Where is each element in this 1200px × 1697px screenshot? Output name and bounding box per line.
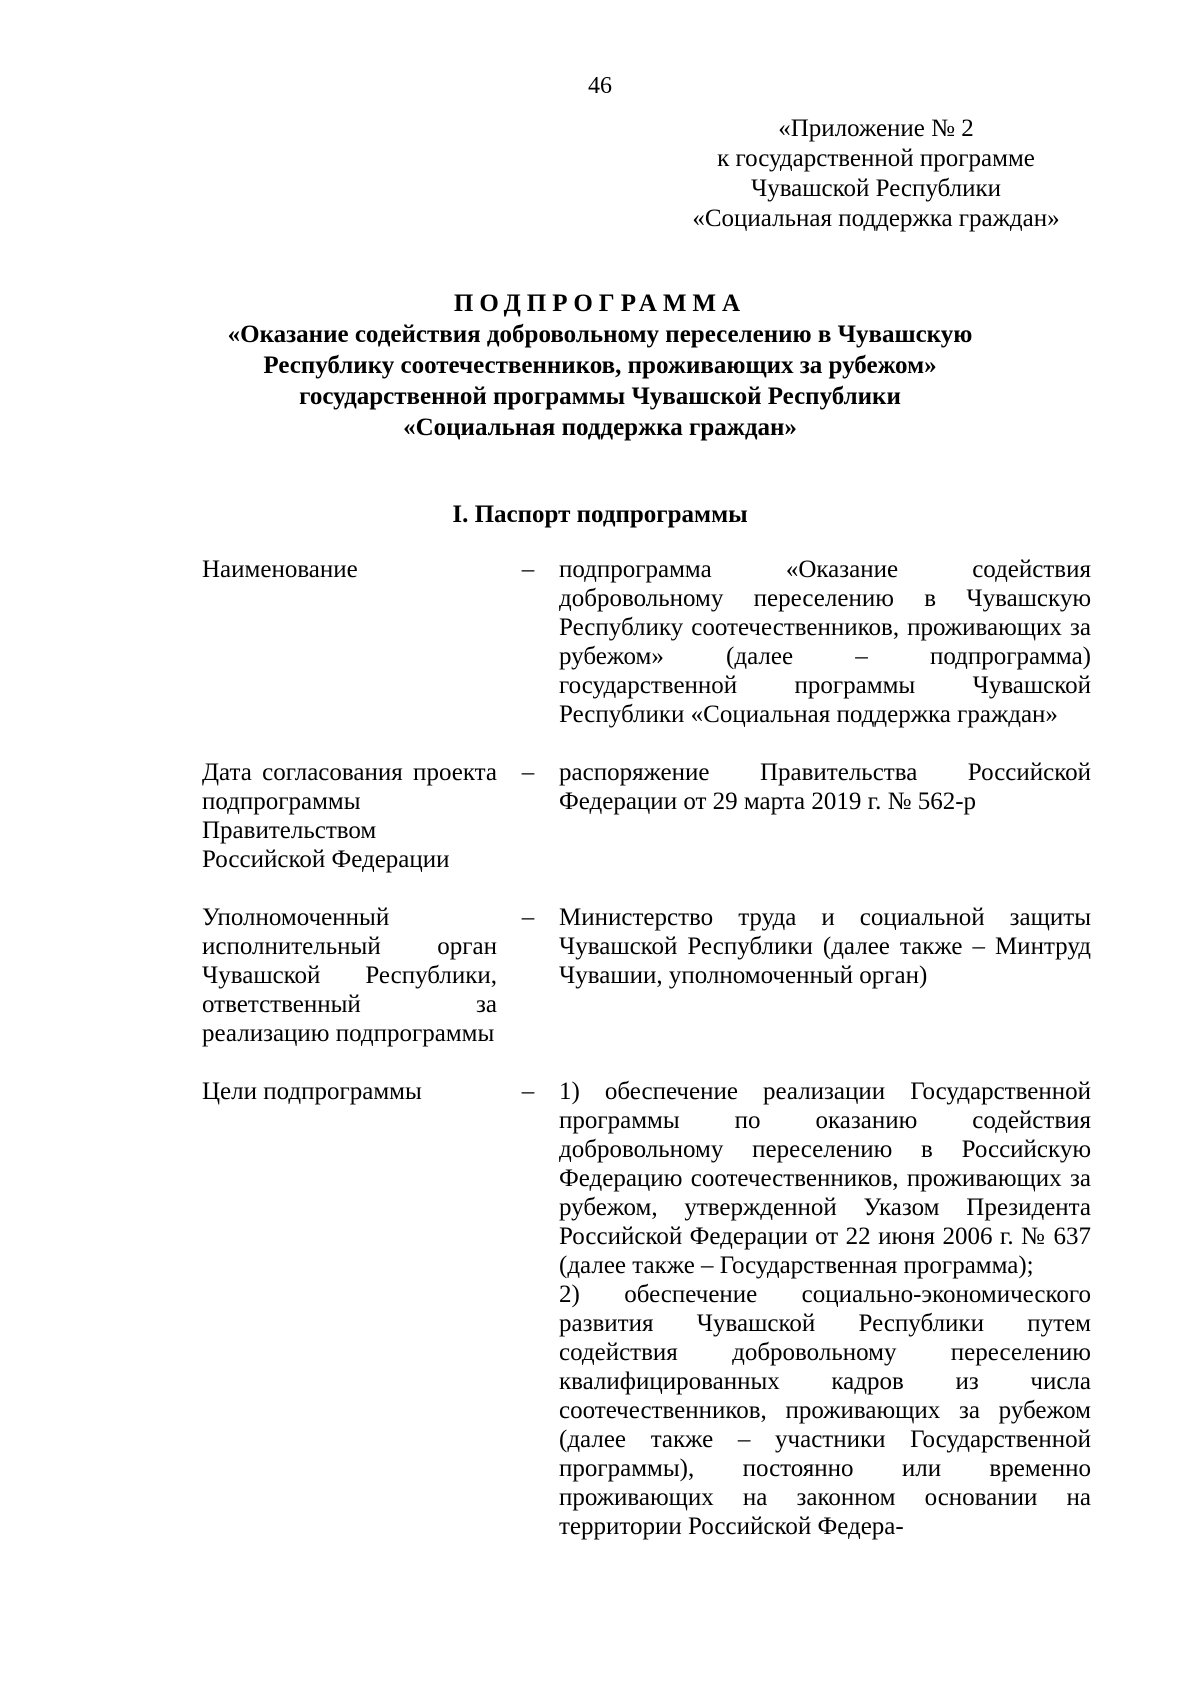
- row-value: Министерство труда и социальной защиты Чувашской Республики (далее также – Минтруд Чувашии, уполномоченный орган): [559, 904, 1091, 989]
- row-label: Цели подпрограммы: [202, 1078, 422, 1105]
- title-line-2: Республику соотечественников, проживающих за рубежом»: [263, 352, 937, 379]
- row-label: Дата согласования проекта подпрограммы Правительством Российской Федерации: [202, 759, 497, 873]
- document-title: [150, 288, 1050, 443]
- passport-row-approval-date: [202, 758, 1091, 874]
- row-value: распоряжение Правительства Российской Федерации от 29 марта 2019 г. № 562-р: [559, 759, 1091, 815]
- title-line-1: «Оказание содействия добровольному переселению в Чувашскую: [227, 321, 973, 348]
- appendix-line-3: Чувашской Республики: [750, 175, 1002, 202]
- row-dash: –: [521, 904, 535, 931]
- goal-item-2: 2) обеспечение социально-экономического развития Чувашской Республики путем содействия добровольному переселению квалифицированных кадров из числа соотечественников, проживающих за рубежом (далее также – участники Государственной программы), постоянно или временно проживающих на законном основании на территории Российской Федера-: [559, 1281, 1091, 1540]
- page-number: 46: [588, 73, 612, 99]
- row-dash: –: [521, 1078, 535, 1105]
- row-value: [559, 1077, 1091, 1541]
- passport-row-name: [202, 555, 1091, 729]
- appendix-line-2: к государственной программе: [717, 145, 1035, 172]
- row-label: Уполномоченный исполнительный орган Чувашской Республики, ответственный за реализацию подпрограммы: [202, 904, 497, 1047]
- passport-table: [202, 555, 1091, 1570]
- section-heading: I. Паспорт подпрограммы: [452, 501, 748, 528]
- appendix-reference: [666, 114, 1086, 234]
- row-value: подпрограмма «Оказание содействия добровольному переселению в Чувашскую Республику соотечественников, проживающих за рубежом» (далее – подпрограмма) государственной программы Чувашской Республики «Социальная поддержка граждан»: [559, 556, 1091, 728]
- passport-row-authority: [202, 903, 1091, 1048]
- title-line-3: государственной программы Чувашской Республики: [299, 383, 901, 410]
- row-label: Наименование: [202, 556, 358, 583]
- appendix-line-1: «Приложение № 2: [778, 115, 974, 142]
- title-heading: ПОДПРОГРАММА: [453, 290, 747, 317]
- row-dash: –: [521, 759, 535, 786]
- goal-item-1: 1) обеспечение реализации Государственной программы по оказанию содействия добровольному переселению в Российскую Федерацию соотечественников, проживающих за рубежом, утвержденной Указом Президента Российской Федерации от 22 июня 2006 г. № 637 (далее также – Государственная программа);: [559, 1078, 1091, 1279]
- passport-row-goals: [202, 1077, 1091, 1541]
- row-dash: –: [521, 556, 535, 583]
- title-line-4: «Социальная поддержка граждан»: [403, 414, 797, 441]
- appendix-line-4: «Социальная поддержка граждан»: [692, 205, 1060, 232]
